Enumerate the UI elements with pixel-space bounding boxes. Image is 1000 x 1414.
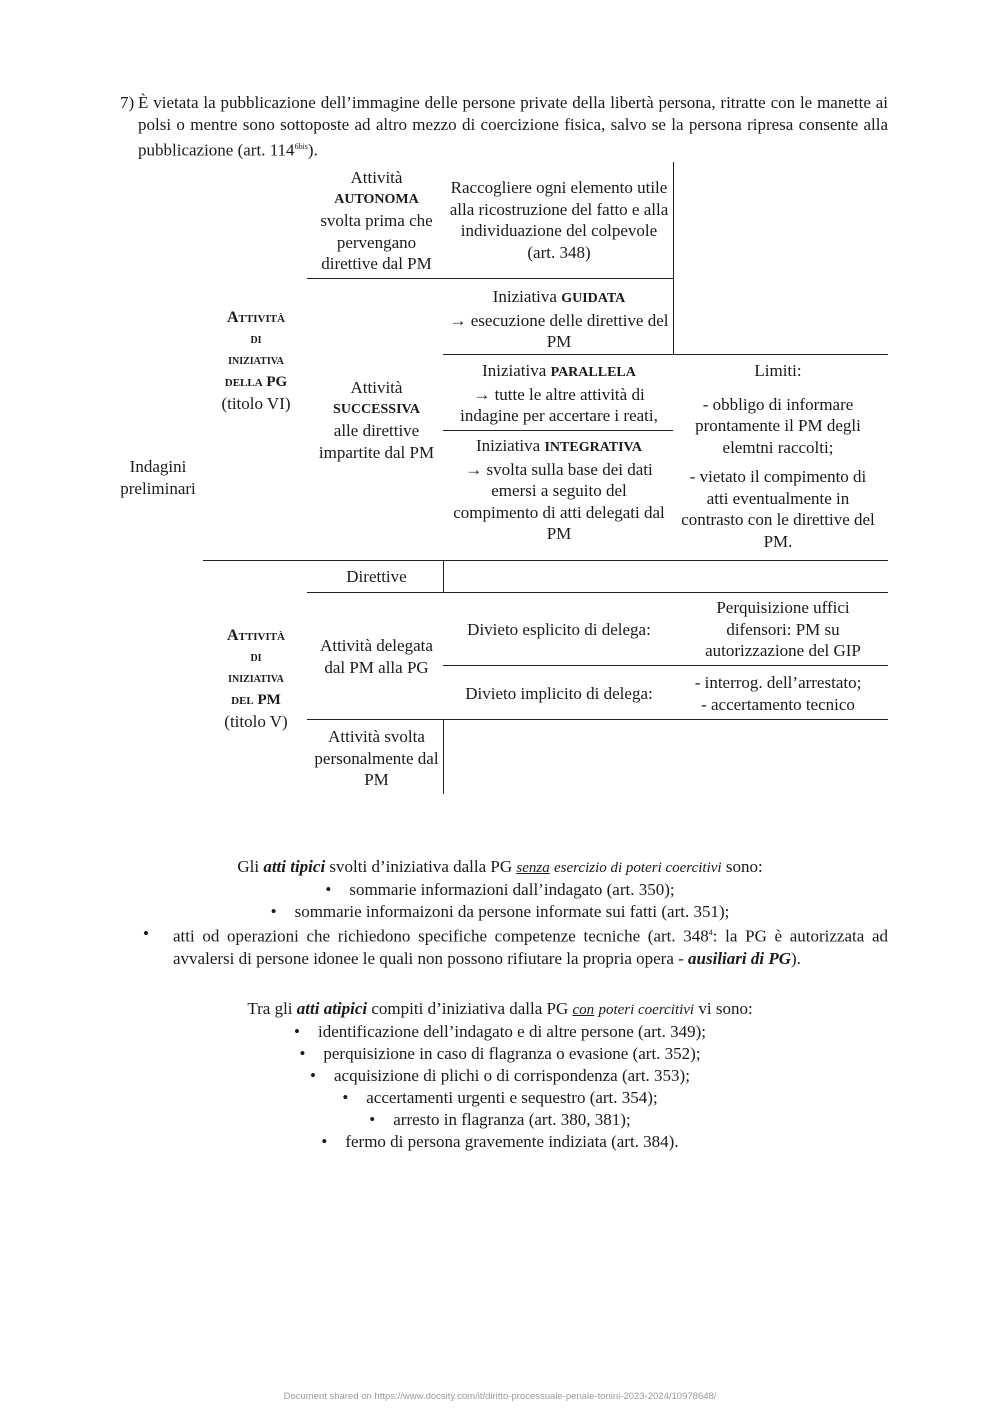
pm-title-4: del PM	[231, 691, 281, 708]
divieto-esplicito: Divieto esplicito di delega:	[467, 620, 651, 639]
list-item: • accertamenti urgenti e sequestro (art. 354);	[100, 1087, 900, 1109]
guidata-cell	[447, 286, 671, 353]
intro-key: atti tipici	[263, 857, 326, 876]
divider-line	[443, 430, 673, 431]
last-mid: : la PG è autorizzata ad avvalersi di persone idonee le quali non possono rifiutare la propria opera -	[173, 926, 888, 968]
intro-post: sono:	[725, 857, 763, 876]
direttive-cell: Direttive	[346, 567, 407, 586]
divider-line	[307, 278, 673, 279]
parallela-key: PARALLELA	[550, 365, 636, 380]
intro-text: È vietata la pubblicazione dell’immagine delle persone private della libertà persona, ritratte con le manette ai polsi o mentre sono sottoposte ad altro mezzo di coercizione fisica, salvo se la persona ripresa consente alla pubblicazione (art. 114	[138, 93, 888, 160]
divieto-implicito: Divieto implicito di delega:	[465, 684, 653, 703]
pg-subtitle: (titolo VI)	[221, 394, 291, 413]
integrativa-key: INTEGRATIVA	[544, 440, 642, 455]
atti-tipici-section	[100, 856, 900, 923]
intro-pre: Gli	[237, 857, 260, 876]
parallela-cell	[444, 360, 674, 427]
divider-line	[443, 665, 888, 666]
divider-line	[307, 592, 888, 593]
last-post: ).	[791, 948, 801, 968]
intro-underlined: senza	[516, 860, 550, 876]
atti-atipici-section	[100, 998, 900, 1153]
pg-title-2: di	[250, 331, 262, 347]
delegata-cell: Attività delegata dal PM alla PG	[320, 636, 433, 677]
pm-title-1: Attività	[226, 627, 285, 644]
list-item-tecniche	[173, 922, 888, 970]
list-item: • fermo di persona gravemente indiziata (art. 384).	[100, 1131, 900, 1153]
atti-tipici-intro	[100, 856, 900, 879]
pm-header	[200, 625, 312, 733]
divieto-implicito-desc	[678, 672, 878, 715]
last-sup: 4	[708, 928, 713, 937]
intro-key: atti atipici	[296, 999, 368, 1018]
intro-mid: svolti d’iniziativa dalla PG	[329, 857, 513, 876]
guidata-pre: Iniziativa	[492, 287, 557, 306]
intro-pre: Tra gli	[247, 999, 293, 1018]
autonoma-cell	[309, 167, 444, 275]
pm-title-3: iniziativa	[228, 671, 284, 686]
divieto-esplicito-desc: Perquisizione uffici difensori: PM su autorizzazione del GIP	[705, 598, 861, 660]
list-item: • acquisizione di plichi o di corrispondenza (art. 353);	[100, 1065, 900, 1087]
pm-title-2: di	[250, 649, 262, 665]
divieto-implicito-desc-2: - accertamento tecnico	[701, 694, 855, 714]
successiva-key: SUCCESSIVA	[333, 401, 420, 417]
bullet-icon: •	[143, 924, 149, 943]
integrativa-pre: Iniziativa	[476, 436, 541, 455]
list-item: • sommarie informazioni dall’indagato (art. 350);	[100, 879, 900, 901]
pg-header	[200, 307, 312, 415]
successiva-post: alle direttive impartite dal PM	[318, 421, 435, 462]
intro-italic: poteri coercitivi	[598, 1002, 695, 1018]
successiva-pre: Attività	[350, 378, 403, 397]
divider-line	[307, 719, 888, 720]
autonoma-key: AUTONOMA	[334, 191, 419, 207]
pg-title-3: iniziativa	[228, 353, 284, 368]
last-pre: atti od operazioni che richiedono specifiche competenze tecniche (art. 348	[173, 926, 709, 946]
divider-line	[203, 560, 888, 561]
atti-atipici-intro	[100, 998, 900, 1021]
pm-subtitle: (titolo V)	[224, 712, 288, 731]
successiva-cell	[309, 377, 444, 463]
parallela-pre: Iniziativa	[482, 361, 547, 380]
list-item: • perquisizione in caso di flagranza o evasione (art. 352);	[100, 1043, 900, 1065]
divider-line	[443, 719, 444, 794]
integrativa-desc: → svolta sulla base dei dati emersi a seguito del compimento di atti delegati dal PM	[453, 459, 665, 543]
limiti-cell	[678, 360, 878, 552]
autonoma-post: svolta prima che pervengano direttive dal PM	[320, 211, 433, 273]
footer-link[interactable]: Document shared on https://www.docsity.com/it/diritto-processuale-penale-tonini-2023-2024/10978648/	[283, 1391, 717, 1402]
pg-title-1: Attività	[226, 309, 285, 326]
limiti-item-2: - vietato il compimento di atti eventualmente in contrasto con le direttive del PM.	[681, 467, 875, 551]
list-item: • arresto in flagranza (art. 380, 381);	[100, 1109, 900, 1131]
intro-post: vi sono:	[698, 999, 753, 1018]
limiti-title: Limiti:	[754, 361, 802, 380]
intro-tail: ).	[307, 140, 318, 160]
intro-paragraph	[120, 92, 888, 162]
parallela-desc: → tutte le altre attività di indagine per accertare i reati,	[460, 384, 658, 425]
intro-sup: 6bis	[294, 142, 308, 151]
integrativa-cell	[447, 435, 671, 545]
guidata-desc: → esecuzione delle direttive del PM	[449, 310, 669, 351]
last-key: ausiliari di PG	[688, 948, 791, 968]
root-label: Indagini preliminari	[120, 457, 196, 498]
divider-line	[443, 354, 888, 355]
limiti-item-1: - obbligo di informare prontamente il PM degli elemtni raccolti;	[695, 394, 861, 457]
list-item: • sommarie informaizoni da persone informate sui fatti (art. 351);	[100, 901, 900, 923]
divider-line	[673, 162, 674, 354]
guidata-key: GUIDATA	[561, 291, 626, 306]
intro-italic: esercizio di poteri coercitivi	[553, 860, 722, 876]
pg-title-4: della PG	[224, 373, 288, 390]
personale-cell: Attività svolta personalmente dal PM	[314, 727, 439, 789]
intro-mid: compiti d’iniziativa dalla PG	[371, 999, 569, 1018]
divieto-implicito-desc-1: - interrog. dell’arrestato;	[694, 673, 862, 692]
intro-underlined: con	[572, 1002, 595, 1018]
autonoma-pre: Attività	[350, 168, 403, 187]
list-item: • identificazione dell’indagato e di altre persone (art. 349);	[100, 1021, 900, 1043]
item-number: 7)	[120, 93, 135, 112]
autonoma-desc: Raccogliere ogni elemento utile alla ricostruzione del fatto e alla individuazione del colpevole (art. 348)	[449, 178, 669, 262]
